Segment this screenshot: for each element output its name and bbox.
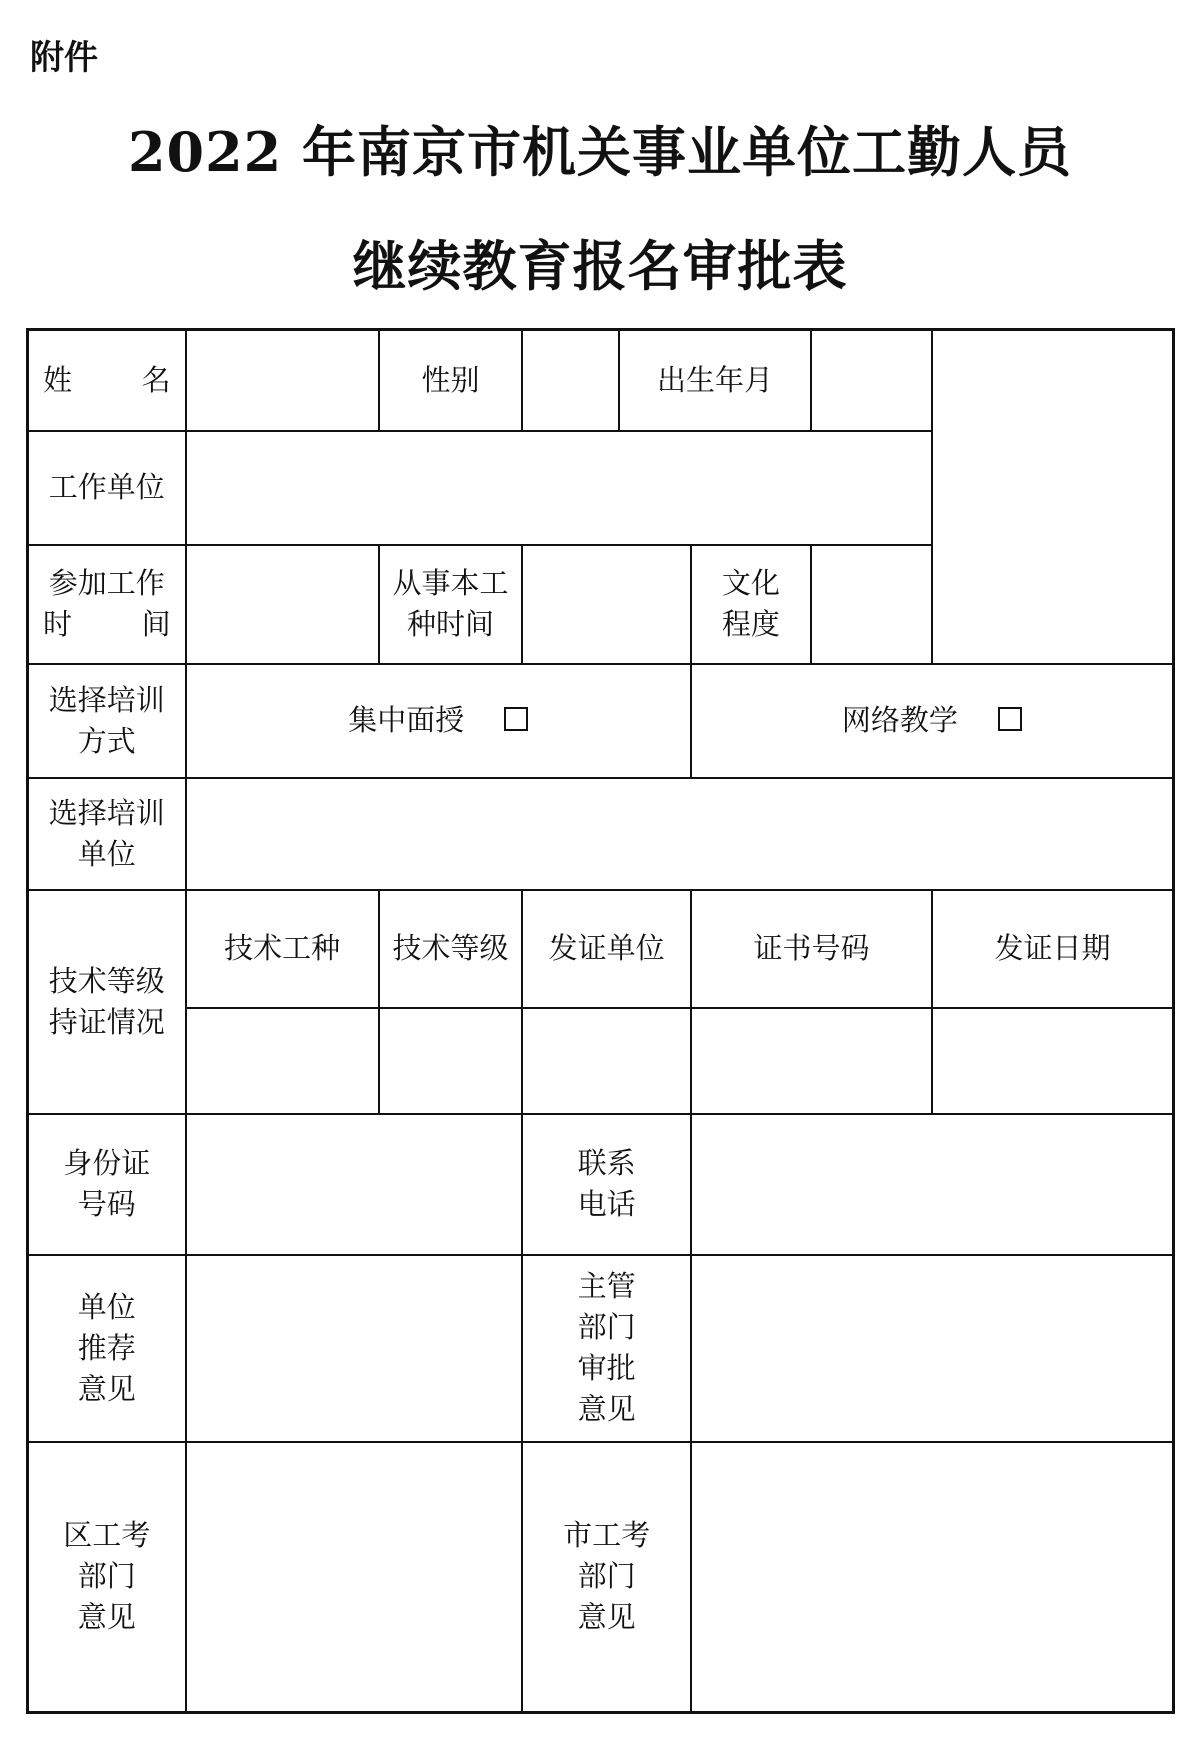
cert-header-date: 发证日期 bbox=[932, 890, 1173, 1008]
city-opinion-field[interactable] bbox=[691, 1442, 1174, 1713]
city-opinion-label: 市工考 部门 意见 bbox=[522, 1442, 690, 1713]
work-type-time-label: 从事本工 种时间 bbox=[379, 545, 523, 664]
option-online[interactable] bbox=[691, 664, 1174, 778]
birth-label: 出生年月 bbox=[619, 330, 811, 431]
name-field[interactable] bbox=[186, 330, 379, 431]
cert-date-field[interactable] bbox=[932, 1008, 1173, 1114]
option-face-to-face[interactable] bbox=[186, 664, 691, 778]
education-label: 文化 程度 bbox=[691, 545, 811, 664]
photo-area[interactable] bbox=[932, 330, 1173, 664]
name-label: 姓 名 bbox=[28, 330, 186, 431]
cert-level-field[interactable] bbox=[379, 1008, 523, 1114]
cert-number-field[interactable] bbox=[691, 1008, 932, 1114]
unit-opinion-field[interactable] bbox=[186, 1255, 523, 1442]
training-unit-label: 选择培训 单位 bbox=[28, 778, 186, 890]
registration-form-table bbox=[26, 328, 1175, 1714]
face-to-face-checkbox[interactable] bbox=[504, 707, 528, 731]
dept-opinion-field[interactable] bbox=[691, 1255, 1174, 1442]
cert-header-number: 证书号码 bbox=[691, 890, 932, 1008]
id-number-field[interactable] bbox=[186, 1114, 523, 1255]
unit-opinion-label: 单位 推荐 意见 bbox=[28, 1255, 186, 1442]
district-opinion-label: 区工考 部门 意见 bbox=[28, 1442, 186, 1713]
cert-status-label: 技术等级 持证情况 bbox=[28, 890, 186, 1114]
cert-issuer-field[interactable] bbox=[522, 1008, 690, 1114]
training-method-label: 选择培训 方式 bbox=[28, 664, 186, 778]
form-title-line1: 2022 年南京市机关事业单位工勤人员 bbox=[127, 120, 1073, 184]
dept-opinion-label: 主管 部门 审批 意见 bbox=[522, 1255, 690, 1442]
work-type-time-field[interactable] bbox=[522, 545, 690, 664]
training-unit-field[interactable] bbox=[186, 778, 1174, 890]
cert-header-work-type: 技术工种 bbox=[186, 890, 379, 1008]
birth-field[interactable] bbox=[811, 330, 932, 431]
join-work-time-label: 参加工作 时 间 bbox=[28, 545, 186, 664]
join-work-time-field[interactable] bbox=[186, 545, 379, 664]
cert-work-type-field[interactable] bbox=[186, 1008, 379, 1114]
gender-field[interactable] bbox=[522, 330, 619, 431]
education-field[interactable] bbox=[811, 545, 932, 664]
cert-header-level: 技术等级 bbox=[379, 890, 523, 1008]
phone-field[interactable] bbox=[691, 1114, 1174, 1255]
district-opinion-field[interactable] bbox=[186, 1442, 523, 1713]
attachment-label: 附件 bbox=[30, 38, 98, 78]
gender-label: 性别 bbox=[379, 330, 523, 431]
work-unit-field[interactable] bbox=[186, 431, 933, 545]
online-checkbox[interactable] bbox=[998, 707, 1022, 731]
work-unit-label: 工作单位 bbox=[28, 431, 186, 545]
cert-header-issuer: 发证单位 bbox=[522, 890, 690, 1008]
phone-label: 联系 电话 bbox=[522, 1114, 690, 1255]
id-number-label: 身份证 号码 bbox=[28, 1114, 186, 1255]
form-title-line2: 继续教育报名审批表 bbox=[352, 234, 848, 298]
option-face-to-face-label: 集中面授 bbox=[348, 703, 465, 737]
option-online-label: 网络教学 bbox=[841, 703, 958, 737]
